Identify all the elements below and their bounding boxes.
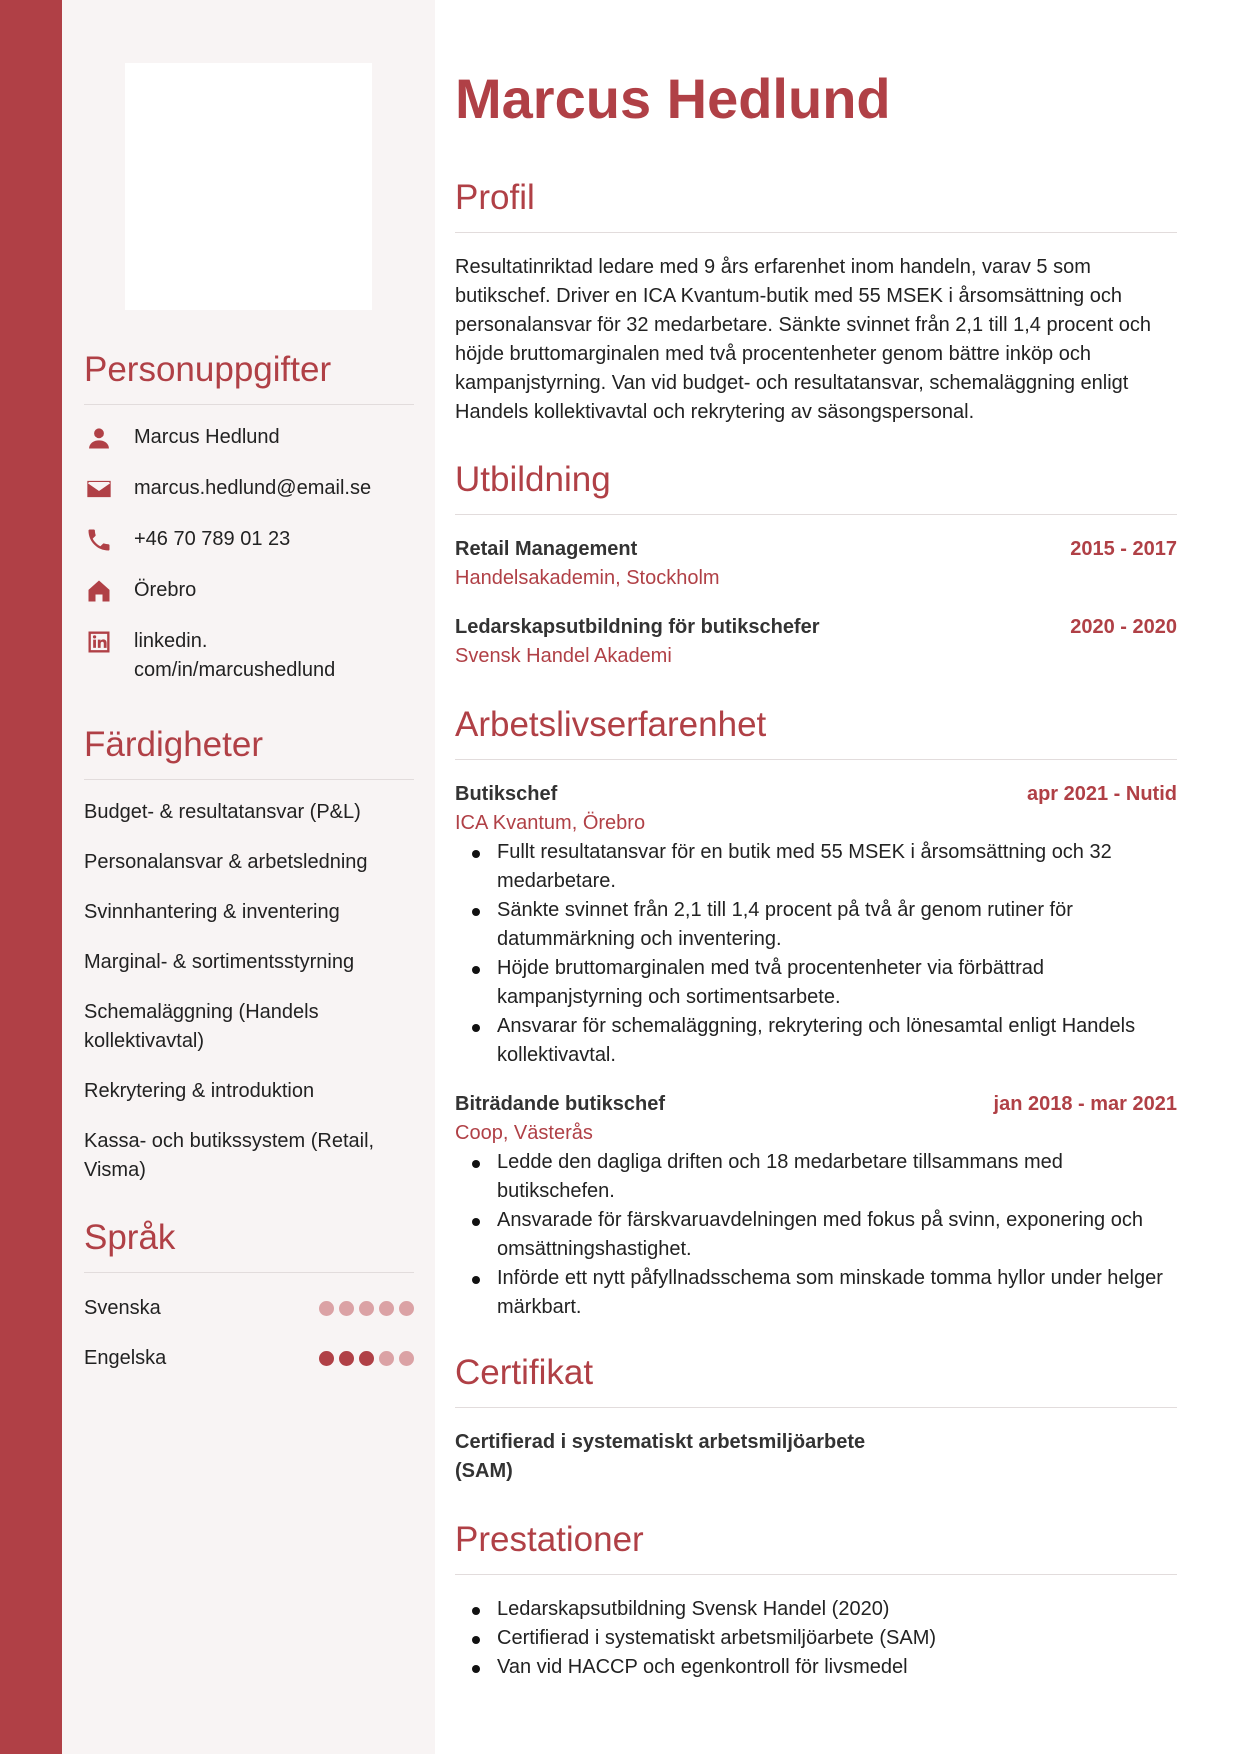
education-entry xyxy=(455,613,1177,671)
bullet-item: Höjde bruttomarginalen med två procentenheter via förbättrad kampanjstyrning och sortimentsarbete. xyxy=(455,954,1177,1012)
person-icon xyxy=(84,423,114,453)
profile-photo-placeholder xyxy=(125,63,372,310)
job-bullets xyxy=(455,1148,1177,1322)
bullet-item: Införde ett nytt påfyllnadsschema som minskade tomma hyllor under helger märkbart. xyxy=(455,1264,1177,1322)
level-dot xyxy=(359,1351,374,1366)
language-level xyxy=(319,1301,414,1316)
education-heading: Utbildning xyxy=(455,460,1177,515)
achievement-item: Ledarskapsutbildning Svensk Handel (2020) xyxy=(455,1595,1177,1624)
sidebar xyxy=(62,0,435,1754)
education-school: Handelsakademin, Stockholm xyxy=(455,567,720,589)
bullet-item: Ansvarar för schemaläggning, rekrytering och lönesamtal enligt Handels kollektivavtal. xyxy=(455,1012,1177,1070)
profile-heading: Profil xyxy=(455,178,1177,233)
certificates-heading: Certifikat xyxy=(455,1353,1177,1408)
job-company: ICA Kvantum, Örebro xyxy=(455,812,646,834)
profile-text: Resultatinriktad ledare med 9 års erfarenhet inom handeln, varav 5 som butikschef. Driver en ICA Kvantum-butik med 55 MSEK i årsomsättning och personalansvar för 32 medarbetare. Sänkte svinnet från 2,1 till 1,4 procent och höjde bruttomarginalen med två procentenheter genom bättre inköp och kampanjstyrning. Van vid budget- och resultatansvar, schemaläggning enligt Handels kollektivavtal och rekrytering av säsongspersonal. xyxy=(455,256,1151,423)
contact-linkedin xyxy=(84,627,414,685)
experience-entry xyxy=(455,1090,1177,1322)
bullet-item: Fullt resultatansvar för en butik med 55 MSEK i årsomsättning och 32 medarbetare. xyxy=(455,838,1177,896)
achievement-item: Van vid HACCP och egenkontroll för livsmedel xyxy=(455,1653,1177,1682)
job-date: apr 2021 - Nutid xyxy=(1026,783,1177,805)
certificate-title: Certifierad i systematiskt arbetsmiljöarbete (SAM) xyxy=(455,1431,866,1482)
achievements-heading: Prestationer xyxy=(455,1520,1177,1575)
bullet-item: Ansvarade för färskvaruavdelningen med fokus på svinn, exponering och omsättningshastighet. xyxy=(455,1206,1177,1264)
skill-item: Schemaläggning (Handels kollektivavtal) xyxy=(84,1001,319,1052)
job-title: Butikschef xyxy=(455,783,558,805)
achievement-item: Certifierad i systematiskt arbetsmiljöarbete (SAM) xyxy=(455,1624,1177,1653)
languages-heading: Språk xyxy=(84,1218,414,1273)
contact-email xyxy=(84,474,414,504)
experience-section xyxy=(455,705,1177,1322)
skill-item: Personalansvar & arbetsledning xyxy=(84,851,368,873)
education-school: Svensk Handel Akademi xyxy=(455,645,672,667)
language-row xyxy=(84,1343,414,1373)
certificate-entry xyxy=(455,1428,895,1486)
contact-name xyxy=(84,423,414,453)
skill-item: Rekrytering & introduktion xyxy=(84,1080,315,1102)
bullet-item: Sänkte svinnet från 2,1 till 1,4 procent på två år genom rutiner för datummärkning och inventering. xyxy=(455,896,1177,954)
linkedin-icon xyxy=(84,627,114,657)
achievements-list xyxy=(455,1595,1177,1682)
education-title: Ledarskapsutbildning för butikschefer xyxy=(455,616,820,638)
skills-heading: Färdigheter xyxy=(84,725,414,780)
contact-linkedin-text[interactable] xyxy=(134,627,335,685)
language-name: Engelska xyxy=(84,1346,167,1369)
level-dot xyxy=(379,1301,394,1316)
education-date: 2020 - 2020 xyxy=(1070,616,1177,638)
bullet-item: Ledde den dagliga driften och 18 medarbetare tillsammans med butikschefen. xyxy=(455,1148,1177,1206)
level-dot xyxy=(359,1301,374,1316)
contact-location-text: Örebro xyxy=(134,579,197,601)
linkedin-line-1: linkedin. xyxy=(134,630,208,652)
skill-item: Svinnhantering & inventering xyxy=(84,901,340,923)
job-bullets xyxy=(455,838,1177,1070)
level-dot xyxy=(319,1351,334,1366)
contact-list xyxy=(84,423,414,685)
job-date: jan 2018 - mar 2021 xyxy=(993,1093,1177,1115)
accent-stripe xyxy=(0,0,62,1754)
email-icon xyxy=(84,474,114,504)
skill-item: Budget- & resultatansvar (P&L) xyxy=(84,801,361,823)
job-title: Biträdande butikschef xyxy=(455,1093,666,1115)
skill-item: Marginal- & sortimentsstyrning xyxy=(84,951,355,973)
experience-heading: Arbetslivserfarenhet xyxy=(455,705,1177,760)
experience-entry xyxy=(455,780,1177,1070)
linkedin-line-2: com/in/marcushedlund xyxy=(134,659,336,681)
achievements-section xyxy=(455,1520,1177,1682)
level-dot xyxy=(379,1351,394,1366)
education-title: Retail Management xyxy=(455,538,638,560)
level-dot xyxy=(319,1301,334,1316)
skill-item: Kassa- och butikssystem (Retail, Visma) xyxy=(84,1130,375,1181)
level-dot xyxy=(399,1301,414,1316)
language-row xyxy=(84,1293,414,1323)
education-date: 2015 - 2017 xyxy=(1070,538,1177,560)
language-level xyxy=(319,1351,414,1366)
contact-phone-text[interactable]: +46 70 789 01 23 xyxy=(134,528,291,550)
language-name: Svenska xyxy=(84,1296,161,1319)
contact-location xyxy=(84,576,414,606)
contact-phone xyxy=(84,525,414,555)
education-entry xyxy=(455,535,1177,593)
level-dot xyxy=(339,1301,354,1316)
certificates-section xyxy=(455,1353,1177,1486)
skills-section xyxy=(84,725,414,1206)
level-dot xyxy=(339,1351,354,1366)
job-company: Coop, Västerås xyxy=(455,1122,593,1144)
profile-section xyxy=(455,178,1177,427)
contact-name-text: Marcus Hedlund xyxy=(134,426,280,448)
home-icon xyxy=(84,576,114,606)
personal-section xyxy=(84,350,414,706)
languages-section xyxy=(84,1218,414,1373)
contact-email-text[interactable]: marcus.hedlund@email.se xyxy=(134,477,372,499)
level-dot xyxy=(399,1351,414,1366)
personal-heading: Personuppgifter xyxy=(84,350,414,405)
phone-icon xyxy=(84,525,114,555)
skills-list xyxy=(84,798,414,1185)
candidate-name: Marcus Hedlund xyxy=(455,67,891,130)
education-section xyxy=(455,460,1177,671)
